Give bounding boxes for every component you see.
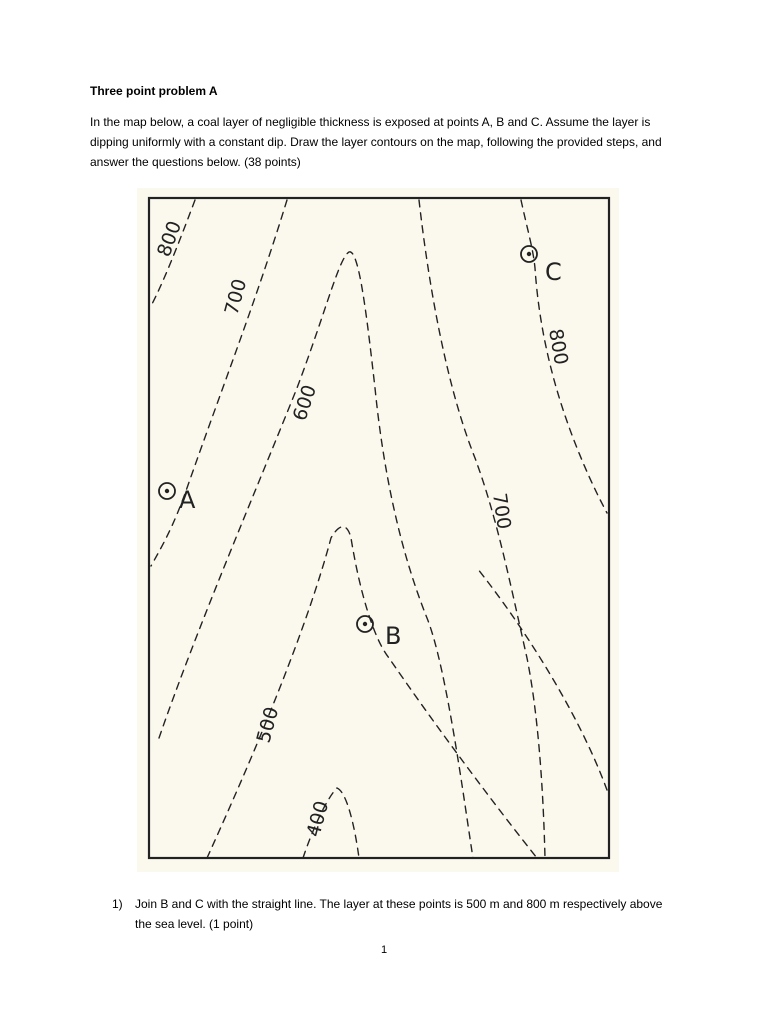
question-1-number: 1) xyxy=(112,897,123,911)
point-b-label: B xyxy=(385,622,402,650)
contour-700-right xyxy=(419,200,545,858)
contour-label-700-left: 700 xyxy=(220,276,252,318)
question-1 xyxy=(112,894,672,934)
question-1-text: Join B and C with the straight line. The layer at these points is 500 m and 800 m respectively above the sea level. (1 point) xyxy=(135,897,663,931)
point-c-label: C xyxy=(545,258,562,286)
contour-label-400: 400 xyxy=(302,798,334,840)
point-b-marker xyxy=(357,616,373,632)
geologic-map xyxy=(137,188,619,872)
point-a-label: A xyxy=(179,486,196,514)
contour-label-500: 500 xyxy=(252,704,284,746)
contour-label-600: 600 xyxy=(288,382,321,424)
contour-label-700-right: 700 xyxy=(488,491,515,531)
intro-paragraph: In the map below, a coal layer of negligible thickness is exposed at points A, B and C. Assume the layer is dipping uniformly with a constant dip. Draw the layer contours on the map, following the provided steps, and answer the questions below. (38 points) xyxy=(90,115,662,169)
contour-500-inner xyxy=(207,527,537,858)
contour-600-lower-right xyxy=(477,568,607,790)
contour-label-800-left: 800 xyxy=(153,218,187,260)
point-a-marker xyxy=(159,483,175,499)
point-c-marker xyxy=(521,246,537,262)
contour-map-svg xyxy=(137,188,619,872)
contour-label-800-right: 800 xyxy=(544,327,573,367)
page-title: Three point problem A xyxy=(90,84,218,98)
page-number: 1 xyxy=(380,944,388,956)
contour-600-outer xyxy=(159,252,473,858)
